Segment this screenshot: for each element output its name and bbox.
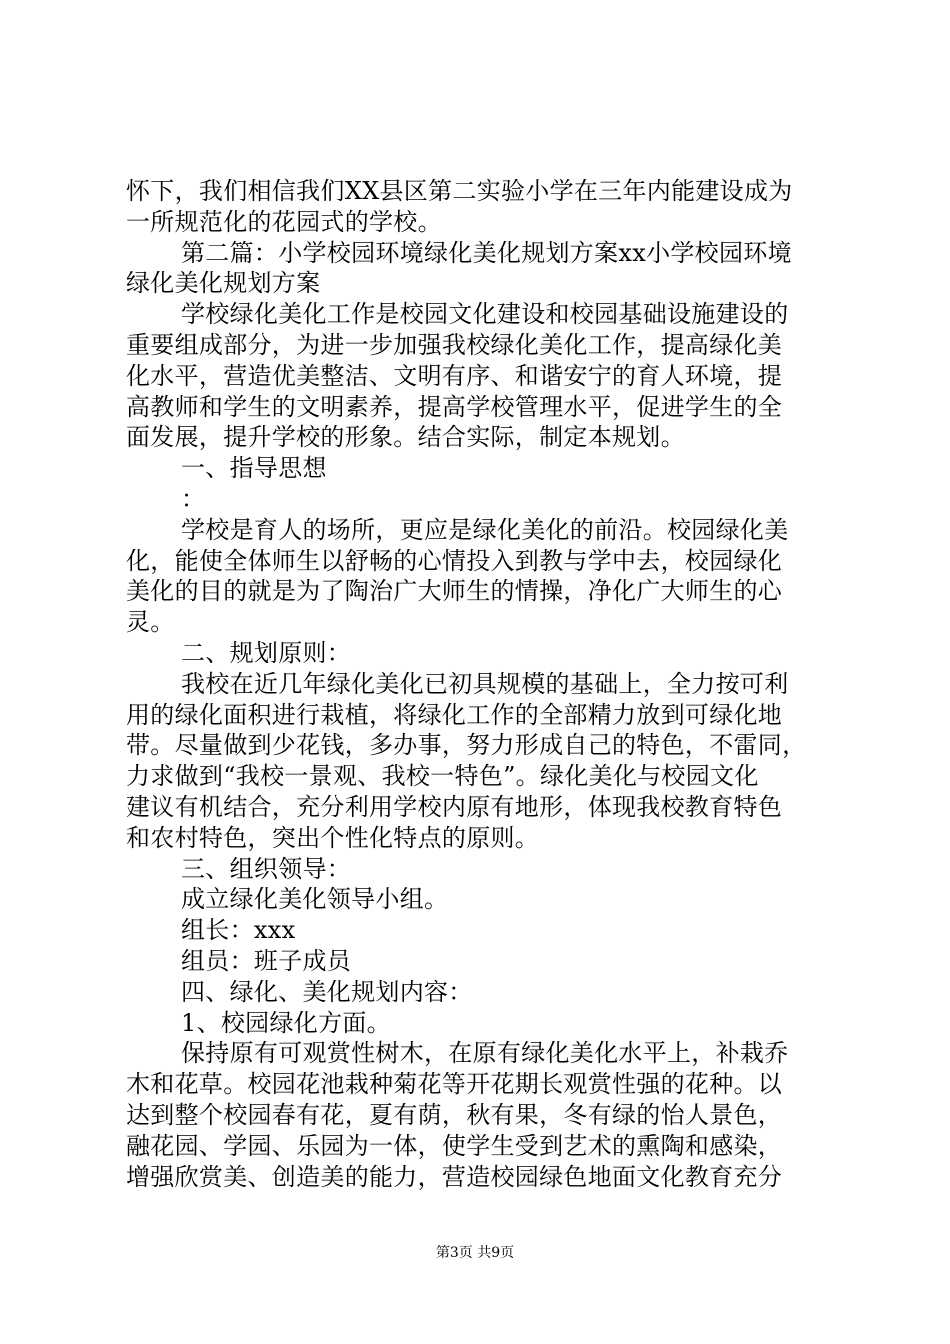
- text-line: 一所规范化的花园式的学校。: [126, 207, 442, 236]
- text-line: 三、组织领导：: [181, 854, 352, 883]
- text-line: 重要组成部分，为进一步加强我校绿化美化工作，提高绿化美: [126, 330, 783, 359]
- page-footer: 第3页 共9页: [435, 1245, 515, 1261]
- text-line: 化水平，营造优美整洁、文明有序、和谐安宁的育人环境，提: [126, 361, 783, 390]
- text-line: 力求做到“我校一景观、我校一特色”。绿化美化与校园文化: [126, 762, 759, 791]
- text-line: 面发展，提升学校的形象。结合实际，制定本规划。: [126, 423, 685, 452]
- text-line: 四、绿化、美化规划内容：: [181, 977, 473, 1006]
- text-line: 高教师和学生的文明素养，提高学校管理水平，促进学生的全: [126, 392, 783, 421]
- text-line: 我校在近几年绿化美化已初具规模的基础上，全力按可利: [181, 669, 789, 698]
- text-line: 怀下，我们相信我们XX县区第二实验小学在三年内能建设成为: [126, 177, 793, 205]
- text-line: 绿化美化规划方案: [126, 269, 321, 298]
- text-line: 二、规划原则：: [181, 638, 352, 667]
- text-line: 增强欣赏美、创造美的能力，营造校园绿色地面文化教育充分: [126, 1162, 783, 1191]
- text-line: 1、校园绿化方面。: [181, 1008, 391, 1037]
- text-line: 一、指导思想: [181, 454, 327, 483]
- text-line: 带。尽量做到少花钱，多办事，努力形成自己的特色，不雷同，: [126, 731, 807, 760]
- text-line: 用的绿化面积进行栽植，将绿化工作的全部精力放到可绿化地: [126, 700, 783, 729]
- document-body: [126, 176, 836, 1192]
- text-line: 学校是育人的场所，更应是绿化美化的前沿。校园绿化美: [181, 515, 789, 544]
- text-line: 保持原有可观赏性树木，在原有绿化美化水平上，补栽乔: [181, 1039, 789, 1068]
- text-line: 木和花草。校园花池栽种菊花等开花期长观赏性强的花种。以: [126, 1070, 783, 1099]
- text-line: 灵。: [126, 608, 175, 637]
- text-line: 成立绿化美化领导小组。: [181, 885, 449, 914]
- text-line: 化，能使全体师生以舒畅的心情投入到教与学中去，校园绿化: [126, 546, 783, 575]
- text-line: 组员：班子成员: [181, 946, 352, 975]
- text-line: 组长：xxx: [181, 916, 296, 945]
- text-line: 达到整个校园春有花，夏有荫，秋有果，冬有绿的怡人景色，: [126, 1100, 783, 1129]
- text-line: 建议有机结合，充分利用学校内原有地形，体现我校教育特色: [126, 792, 783, 821]
- text-line: 美化的目的就是为了陶治广大师生的情操，净化广大师生的心: [126, 577, 783, 606]
- text-line: 学校绿化美化工作是校园文化建设和校园基础设施建设的: [181, 300, 789, 329]
- text-line: 融花园、学园、乐园为一体，使学生受到艺术的熏陶和感染，: [126, 1131, 783, 1160]
- text-line: 第二篇：小学校园环境绿化美化规划方案xx小学校园环境: [181, 238, 792, 267]
- text-line: 和农村特色，突出个性化特点的原则。: [126, 823, 540, 852]
- text-line: ：: [181, 484, 206, 513]
